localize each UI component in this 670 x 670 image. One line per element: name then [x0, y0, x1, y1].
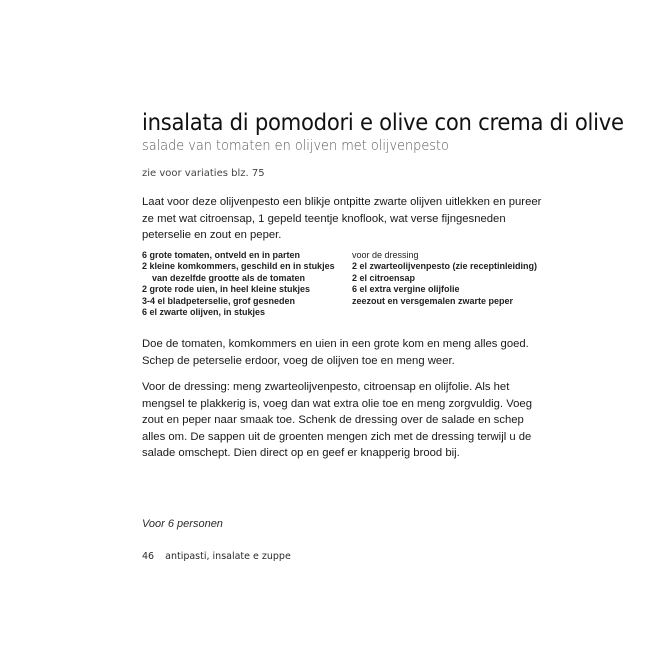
section-name: antipasti, insalate e zuppe	[165, 551, 291, 562]
variations-note: zie voor variaties blz. 75	[142, 168, 265, 179]
recipe-intro: Laat voor deze olijvenpesto een blikje ontpitte zwarte olijven uitlekken en pureer ze met wat citroensap, 1 gepeld teentje knoflook, wat verse fijngesneden peterselie en zout en peper.	[142, 196, 542, 241]
page-number: 46	[142, 551, 155, 562]
ingredient-item: 2 grote rode uien, in heel kleine stukjes	[142, 284, 311, 295]
dressing-ingredient-item: 2 el zwarteolijvenpesto (zie receptinleiding)	[352, 261, 538, 272]
dressing-ingredient-item: 6 el extra vergine olijfolie	[352, 284, 460, 295]
ingredient-item: 3-4 el bladpeterselie, grof gesneden	[142, 295, 296, 306]
ingredient-item: 2 kleine komkommers, geschild en in stukjes	[142, 261, 335, 272]
recipe-subtitle: salade van tomaten en olijven met olijvenpesto	[142, 138, 449, 154]
dressing-heading: voor de dressing	[352, 250, 419, 260]
dressing-ingredient-list	[352, 250, 562, 307]
method-paragraph: Doe de tomaten, komkommers en uien in een grote kom en meng alles goed. Schep de peterselie erdoor, voeg de olijven toe en meng weer.	[142, 338, 529, 367]
ingredient-list	[142, 250, 362, 318]
page-footer	[142, 551, 291, 562]
method-paragraph: Voor de dressing: meng zwarteolijvenpesto, citroensap en olijfolie. Als het mengsel te plakkerig is, voeg dan wat extra olie toe en meng zorgvuldig. Voeg zout en peper naar smaak toe. Schenk de dressing over de salade en schep alles om. De sappen uit de groenten mengen zich met de dressing terwijl u de salade omschept. Dien direct op en geef er knapperig brood bij.	[142, 381, 532, 459]
recipe-title: insalata di pomodori e olive con crema di olive	[142, 110, 624, 136]
ingredient-item-continuation: van dezelfde grootte als de tomaten	[152, 272, 306, 283]
ingredient-item: 6 el zwarte olijven, in stukjes	[142, 307, 266, 318]
servings-note: Voor 6 personen	[142, 518, 223, 530]
dressing-ingredient-item: 2 el citroensap	[352, 272, 416, 283]
ingredient-item: 6 grote tomaten, ontveld en in parten	[142, 250, 301, 260]
dressing-ingredient-item: zeezout en versgemalen zwarte peper	[352, 295, 514, 306]
